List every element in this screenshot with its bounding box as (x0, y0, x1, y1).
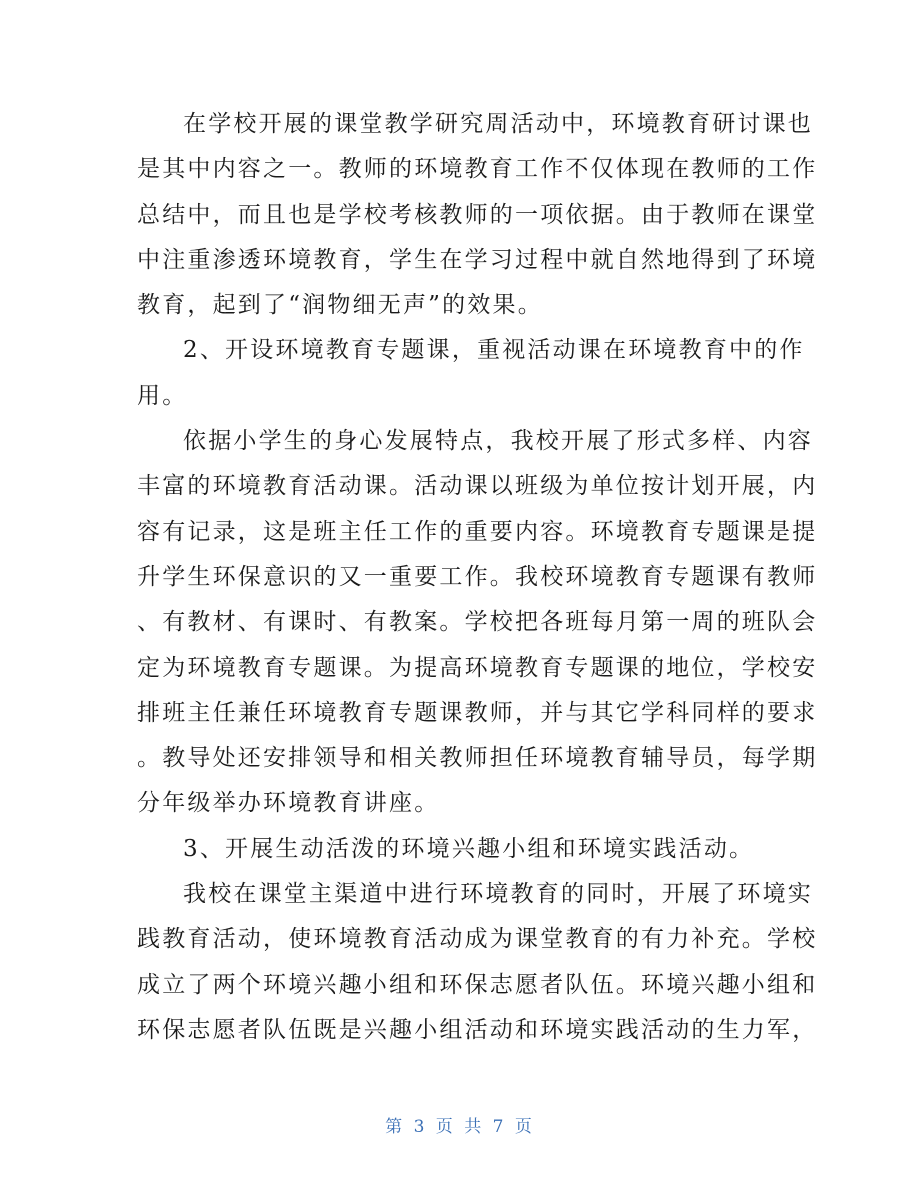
page-number-footer: 第 3 页 共 7 页 (385, 1117, 535, 1137)
text-line: 教育，起到了“润物细无声”的效果。 (137, 292, 543, 319)
text-line: 定为环境教育专题课。为提高环境教育专题课的地位，学校安 (137, 654, 818, 681)
text-line: 依据小学生的身心发展特点，我校开展了形式多样、内容 (183, 428, 813, 455)
paragraph-3 (137, 419, 818, 827)
text-line: 是其中内容之一。教师的环境教育工作不仅体现在教师的工作 (137, 156, 818, 183)
text-line: 成立了两个环境兴趣小组和环保志愿者队伍。环境兴趣小组和 (137, 971, 818, 998)
text-line: 中注重渗透环境教育，学生在学习过程中就自然地得到了环境 (137, 246, 818, 273)
text-line: 容有记录，这是班主任工作的重要内容。环境教育专题课是提 (137, 518, 818, 545)
document-body (137, 102, 818, 1053)
section-heading-2 (137, 328, 805, 419)
heading-line: 用。 (137, 382, 188, 409)
text-line: 升学生环保意识的又一重要工作。我校环境教育专题课有教师 (137, 563, 818, 590)
paragraph-1 (137, 102, 818, 328)
heading-line: 2、开设环境教育专题课，重视活动课在环境教育中的作 (183, 337, 805, 364)
text-line: 环保志愿者队伍既是兴趣小组活动和环境实践活动的生力军， (137, 1016, 818, 1043)
text-line: 。教导处还安排领导和相关教师担任环境教育辅导员，每学期 (137, 745, 818, 772)
text-line: 践教育活动，使环境教育活动成为课堂教育的有力补充。学校 (137, 926, 818, 953)
text-line: 我校在课堂主渠道中进行环境教育的同时，开展了环境实 (183, 881, 813, 908)
text-line: 总结中，而且也是学校考核教师的一项依据。由于教师在课堂 (137, 201, 818, 228)
text-line: 排班主任兼任环境教育专题课教师，并与其它学科同样的要求 (137, 699, 818, 726)
heading-line: 3、开展生动活泼的环境兴趣小组和环境实践活动。 (183, 835, 755, 862)
text-line: 分年级举办环境教育讲座。 (137, 790, 440, 817)
text-line: 丰富的环境教育活动课。活动课以班级为单位按计划开展，内 (137, 473, 818, 500)
paragraph-5 (137, 872, 818, 1053)
section-heading-3 (137, 827, 787, 872)
text-line: 、有教材、有课时、有教案。学校把各班每月第一周的班队会 (137, 609, 818, 636)
text-line: 在学校开展的课堂教学研究周活动中，环境教育研讨课也 (183, 111, 813, 137)
